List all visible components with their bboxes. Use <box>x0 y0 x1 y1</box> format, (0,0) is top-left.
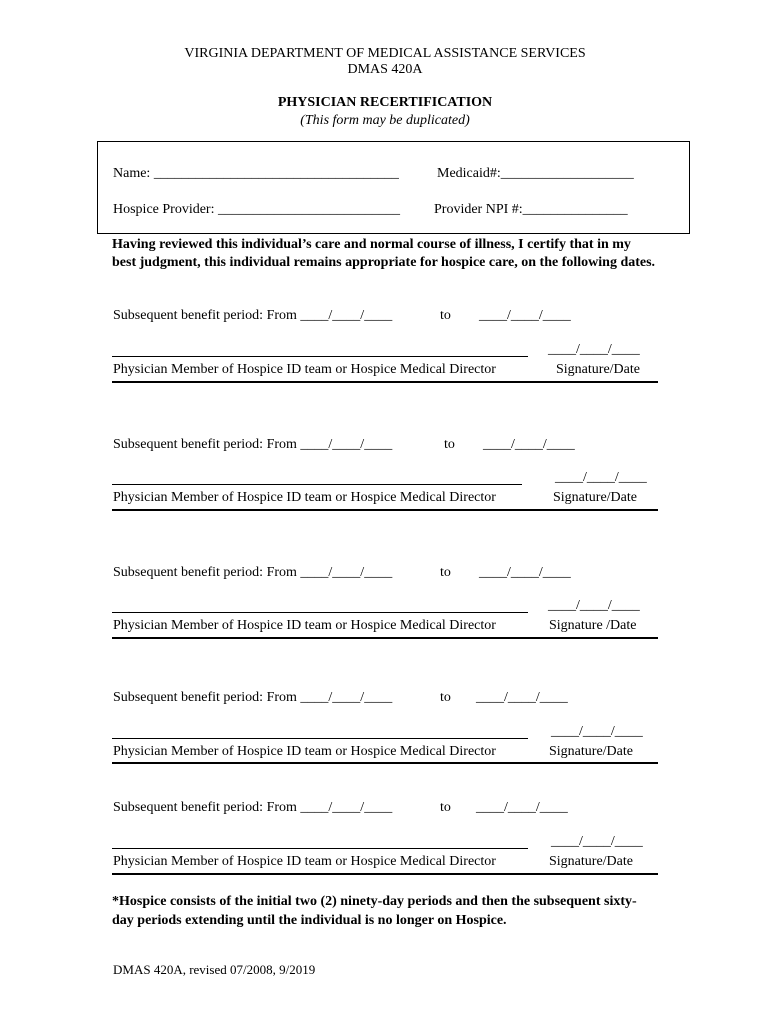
physician-signature-line[interactable] <box>112 738 528 739</box>
period-to-label: to <box>440 308 451 323</box>
period-from-date[interactable]: Subsequent benefit period: From ____/____/____ <box>113 565 393 580</box>
form-revision-footer: DMAS 420A, revised 07/2008, 9/2019 <box>113 962 316 977</box>
agency-name: VIRGINIA DEPARTMENT OF MEDICAL ASSISTANCE SERVICES <box>184 46 586 61</box>
period-to-date[interactable]: ____/____/____ <box>479 565 571 580</box>
signature-date-label: Signature/Date <box>556 362 640 377</box>
period-to-date[interactable]: ____/____/____ <box>483 437 575 452</box>
physician-label: Physician Member of Hospice ID team or Hospice Medical Director <box>113 490 496 505</box>
physician-signature-line[interactable] <box>112 848 528 849</box>
period-from-date[interactable]: Subsequent benefit period: From ____/____/____ <box>113 308 393 323</box>
period-to-date[interactable]: ____/____/____ <box>476 690 568 705</box>
signature-date-field[interactable]: ____/____/____ <box>548 598 640 613</box>
certification-statement: Having reviewed this individual’s care and normal course of illness, I certify that in my best judgment, this individual remains appropriate for hospice care, on the following dates. <box>112 237 656 270</box>
provider-npi-field[interactable]: Provider NPI #:_______________ <box>434 202 628 217</box>
form-subtitle: (This form may be duplicated) <box>300 113 470 128</box>
period-to-date[interactable]: ____/____/____ <box>479 308 571 323</box>
signature-date-label: Signature/Date <box>549 744 633 759</box>
signature-date-field[interactable]: ____/____/____ <box>555 470 647 485</box>
form-title: PHYSICIAN RECERTIFICATION <box>277 95 493 110</box>
signature-date-field[interactable]: ____/____/____ <box>551 834 643 849</box>
physician-label: Physician Member of Hospice ID team or Hospice Medical Director <box>113 854 496 869</box>
signature-date-field[interactable]: ____/____/____ <box>551 724 643 739</box>
medicaid-number-field[interactable]: Medicaid#:___________________ <box>437 166 634 181</box>
physician-signature-line[interactable] <box>112 356 528 357</box>
section-divider <box>112 381 658 383</box>
name-field[interactable]: Name: ___________________________________ <box>113 166 399 181</box>
hospice-provider-field[interactable]: Hospice Provider: __________________________ <box>113 202 400 217</box>
section-divider <box>112 637 658 639</box>
form-code: DMAS 420A <box>347 62 423 77</box>
section-divider <box>112 873 658 875</box>
signature-date-label: Signature/Date <box>549 854 633 869</box>
section-divider <box>112 509 658 511</box>
signature-date-field[interactable]: ____/____/____ <box>548 342 640 357</box>
period-to-date[interactable]: ____/____/____ <box>476 800 568 815</box>
physician-label: Physician Member of Hospice ID team or Hospice Medical Director <box>113 744 496 759</box>
period-to-label: to <box>444 437 455 452</box>
period-from-date[interactable]: Subsequent benefit period: From ____/____/____ <box>113 800 393 815</box>
period-from-date[interactable]: Subsequent benefit period: From ____/____/____ <box>113 437 393 452</box>
physician-label: Physician Member of Hospice ID team or Hospice Medical Director <box>113 618 496 633</box>
period-to-label: to <box>440 565 451 580</box>
physician-signature-line[interactable] <box>112 612 528 613</box>
signature-date-label: Signature /Date <box>549 618 637 633</box>
hospice-footnote: *Hospice consists of the initial two (2) ninety-day periods and then the subsequent sixty-day periods extending until the individual is no longer on Hospice. <box>112 894 637 928</box>
period-to-label: to <box>440 690 451 705</box>
signature-date-label: Signature/Date <box>553 490 637 505</box>
section-divider <box>112 762 658 764</box>
physician-signature-line[interactable] <box>112 484 522 485</box>
physician-label: Physician Member of Hospice ID team or Hospice Medical Director <box>113 362 496 377</box>
period-to-label: to <box>440 800 451 815</box>
period-from-date[interactable]: Subsequent benefit period: From ____/____/____ <box>113 690 393 705</box>
patient-info-box <box>97 141 690 234</box>
